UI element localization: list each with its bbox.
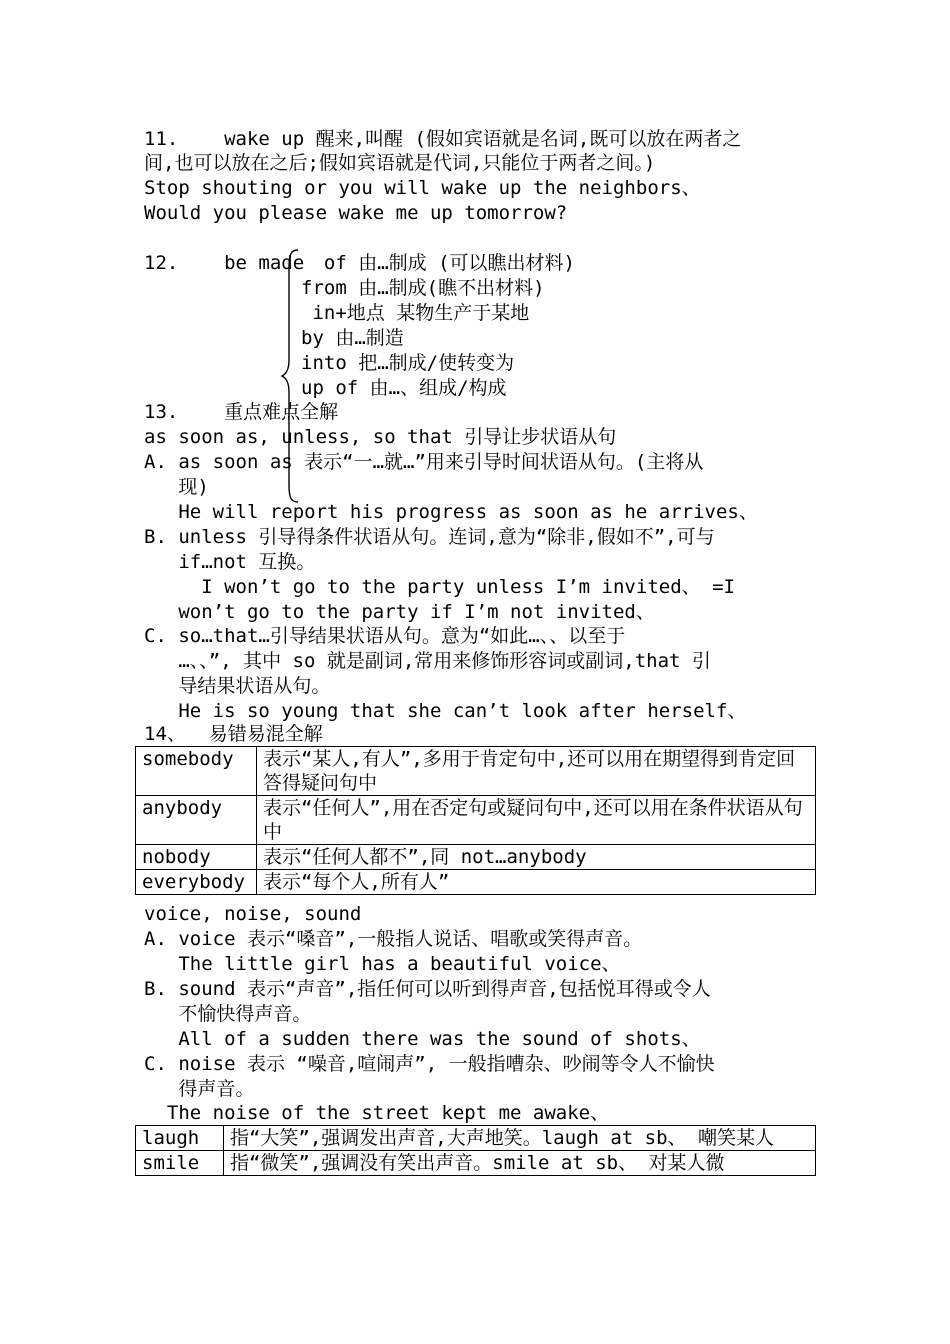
table-cell-desc: 表示“任何人”,用在否定句或疑问句中,还可以用在条件状语从句中 [256, 796, 815, 845]
s14-voice-a2: The little girl has a beautiful voice、 [144, 953, 621, 975]
s14-voice-c3: The noise of the street kept me awake、 [144, 1102, 610, 1124]
table-cell-word: laugh [136, 1126, 224, 1151]
s11-line2: 间,也可以放在之后;假如宾语就是代词,只能位于两者之间。) [144, 152, 656, 174]
s13-c-line3: 导结果状语从句。 [144, 675, 331, 697]
table-cell-desc: 表示“某人,有人”,多用于肯定句中,还可以用在期望得到肯定回答得疑问句中 [256, 747, 815, 796]
s13-b-example2: won’t go to the party if I’m not invited、 [144, 601, 655, 623]
table-row [136, 747, 816, 796]
s12-item-from: from 由…制成(瞧不出材料) [301, 277, 545, 299]
table-row [136, 870, 816, 895]
s11-example2: Would you please wake me up tomorrow? [144, 202, 568, 224]
table-row [136, 796, 816, 845]
s14-voice-c1: C. noise 表示 “噪音,喧闹声”, 一般指嘈杂、吵闹等令人不愉快 [144, 1053, 715, 1075]
s13-b-example1: I won’t go to the party unless I’m invited、 =I [144, 576, 735, 598]
s13-a-example: He will report his progress as soon as he arrives、 [144, 501, 758, 523]
s14-voice-c2: 得声音。 [144, 1078, 255, 1100]
table-row [136, 1126, 816, 1151]
table-cell-word: nobody [136, 845, 257, 870]
s12-item-of: of 由…制成 (可以瞧出材料) [301, 252, 575, 274]
s13-intro: as soon as, unless, so that 引导让步状语从句 [144, 426, 617, 448]
table-cell-desc: 指“大笑”,强调发出声音,大声地笑。laugh at sb、 嘲笑某人 [223, 1126, 815, 1151]
s14-voice-intro: voice, noise, sound [144, 903, 362, 925]
table-cell-word: smile [136, 1151, 224, 1176]
s13-c-example: He is so young that she can’t look after herself、 [144, 700, 747, 722]
s14-voice-b3: All of a sudden there was the sound of shots、 [144, 1028, 701, 1050]
table-row [136, 1151, 816, 1176]
s14-voice-a1: A. voice 表示“嗓音”,一般指人说话、唱歌或笑得声音。 [144, 928, 643, 950]
s14-voice-b2: 不愉快得声音。 [144, 1003, 312, 1025]
table-cell-desc: 表示“每个人,所有人” [256, 870, 815, 895]
s14-heading: 14、 易错易混全解 [144, 723, 323, 745]
s13-c-line2: …、、”, 其中 so 就是副词,常用来修饰形容词或副词,that 引 [144, 650, 711, 672]
laugh-smile-table [135, 1125, 816, 1176]
table-cell-desc: 指“微笑”,强调没有笑出声音。smile at sb、 对某人微 [223, 1151, 815, 1176]
table-cell-word: everybody [136, 870, 257, 895]
s13-c-line1: C. so…that…引导结果状语从句。意为“如此…、、以至于 [144, 625, 626, 647]
s11-line1: 11. wake up 醒来,叫醒 (假如宾语就是名词,既可以放在两者之 [144, 128, 742, 150]
table-row [136, 845, 816, 870]
s12-item-into: into 把…制成/使转变为 [301, 352, 515, 374]
table-cell-word: somebody [136, 747, 257, 796]
s13-heading: 13. 重点难点全解 [144, 401, 339, 423]
table-cell-word: anybody [136, 796, 257, 845]
pronoun-table [135, 746, 816, 895]
s11-example1: Stop shouting or you will wake up the neighbors、 [144, 177, 701, 199]
s14-voice-b1: B. sound 表示“声音”,指任何可以听到得声音,包括悦耳得或令人 [144, 978, 711, 1000]
table-cell-desc: 表示“任何人都不”,同 not…anybody [256, 845, 815, 870]
s13-b-line2: if…not 互换。 [144, 551, 316, 573]
s13-a-line1: A. as soon as 表示“一…就…”用来引导时间状语从句。(主将从 [144, 451, 704, 473]
s12-item-by: by 由…制造 [301, 327, 404, 349]
s13-a-line2: 现) [144, 476, 209, 498]
s13-b-line1: B. unless 引导得条件状语从句。连词,意为“除非,假如不”,可与 [144, 526, 715, 548]
s12-item-in: in+地点 某物生产于某地 [301, 302, 530, 324]
s12-heading: 12. be made [144, 252, 305, 274]
s12-item-up-of: up of 由…、组成/构成 [301, 377, 507, 399]
